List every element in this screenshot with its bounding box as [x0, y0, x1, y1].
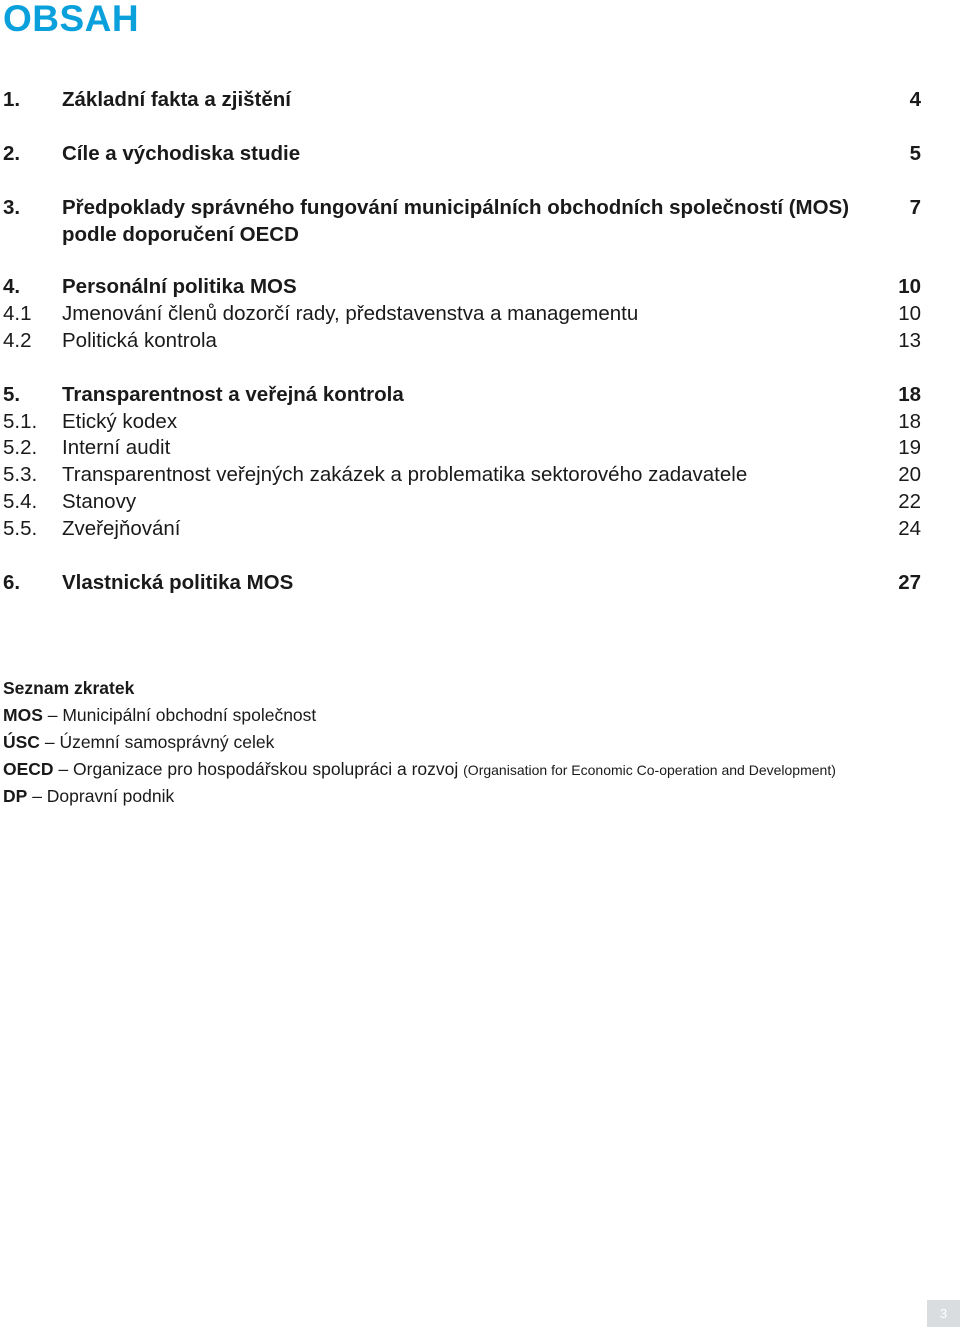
- toc-number: 6.: [3, 571, 21, 594]
- abbreviation-dash: –: [44, 732, 55, 752]
- page-number-badge: [927, 1300, 960, 1327]
- toc-number: 5.5.: [3, 517, 38, 540]
- abbreviation-meaning: Organizace pro hospodářskou spolupráci a rozvoj: [73, 759, 459, 779]
- abbreviation-row: [3, 705, 316, 726]
- abbreviation-meaning: Municipální obchodní společnost: [62, 705, 317, 725]
- toc-page-number: 22: [898, 490, 921, 513]
- toc-number: 1.: [3, 88, 21, 111]
- abbreviation-key: ÚSC: [3, 732, 40, 752]
- toc-entry-5-2[interactable]: [3, 434, 921, 461]
- toc-number: 5.1.: [3, 410, 38, 433]
- abbreviation-meaning: Dopravní podnik: [46, 786, 175, 806]
- page-title: OBSAH: [3, 0, 140, 39]
- toc-title: Vlastnická politika MOS: [62, 571, 294, 594]
- toc-entry-5[interactable]: [3, 381, 921, 408]
- toc-title: Personální politika MOS: [62, 275, 297, 298]
- toc-number: 4.: [3, 275, 21, 298]
- toc-entry-3[interactable]: [3, 194, 921, 248]
- toc-title: Politická kontrola: [62, 329, 217, 352]
- toc-title: Zveřejňování: [62, 517, 181, 540]
- toc-entry-5-1[interactable]: [3, 408, 921, 435]
- toc-title: Předpoklady správného fungování municipálních obchodních společností (MOS) podle doporučení OECD: [62, 196, 850, 246]
- toc-page-number: 13: [898, 329, 921, 352]
- abbreviation-row: [3, 732, 274, 753]
- page-number: 3: [939, 1306, 948, 1321]
- toc-page-number: 4: [909, 88, 921, 111]
- abbreviation-dash: –: [47, 705, 58, 725]
- toc-page-number: 10: [898, 302, 921, 325]
- abbreviation-key: MOS: [3, 705, 43, 725]
- toc-entry-6[interactable]: [3, 569, 921, 596]
- toc-number: 4.1: [3, 302, 32, 325]
- toc-number: 5.: [3, 383, 21, 406]
- toc-entry-5-5[interactable]: [3, 515, 921, 542]
- abbreviation-row: [3, 759, 836, 780]
- abbreviation-dash: –: [58, 759, 69, 779]
- toc-number: 5.4.: [3, 490, 38, 513]
- toc-page-number: 7: [909, 196, 921, 219]
- toc-page-number: 18: [898, 410, 921, 433]
- toc-page-number: 18: [898, 383, 921, 406]
- toc-title: Etický kodex: [62, 410, 178, 433]
- toc-number: 3.: [3, 196, 21, 219]
- toc-page-number: 27: [898, 571, 921, 594]
- toc-entry-4[interactable]: [3, 273, 921, 300]
- toc-entry-5-4[interactable]: [3, 488, 921, 515]
- toc-number: 2.: [3, 142, 21, 165]
- toc-entry-4-1[interactable]: [3, 300, 921, 327]
- toc-title: Transparentnost veřejných zakázek a problematika sektorového zadavatele: [62, 463, 748, 486]
- abbreviations-heading: Seznam zkratek: [3, 678, 135, 698]
- toc-title: Interní audit: [62, 436, 171, 459]
- toc-page-number: 19: [898, 436, 921, 459]
- toc-title: Cíle a východiska studie: [62, 142, 301, 165]
- abbreviation-key: OECD: [3, 759, 54, 779]
- toc-page-number: 20: [898, 463, 921, 486]
- toc-entry-1[interactable]: [3, 86, 921, 113]
- abbreviation-key: DP: [3, 786, 28, 806]
- abbreviation-note: (Organisation for Economic Co-operation and Development): [463, 762, 836, 778]
- toc-entry-5-3[interactable]: [3, 461, 921, 488]
- abbreviation-meaning: Územní samosprávný celek: [59, 732, 275, 752]
- toc-title: Transparentnost a veřejná kontrola: [62, 383, 404, 406]
- toc-entry-4-2[interactable]: [3, 327, 921, 354]
- abbreviation-row: [3, 786, 174, 807]
- toc-page-number: 10: [898, 275, 921, 298]
- toc-page-number: 5: [909, 142, 921, 165]
- toc-title: Základní fakta a zjištění: [62, 88, 291, 111]
- toc-title: Stanovy: [62, 490, 137, 513]
- toc-entry-2[interactable]: [3, 140, 921, 167]
- toc-title: Jmenování členů dozorčí rady, představenstva a managementu: [62, 302, 639, 325]
- abbreviation-dash: –: [32, 786, 42, 806]
- toc-number: 4.2: [3, 329, 32, 352]
- toc-number: 5.3.: [3, 463, 38, 486]
- toc-number: 5.2.: [3, 436, 38, 459]
- toc-page-number: 24: [898, 517, 921, 540]
